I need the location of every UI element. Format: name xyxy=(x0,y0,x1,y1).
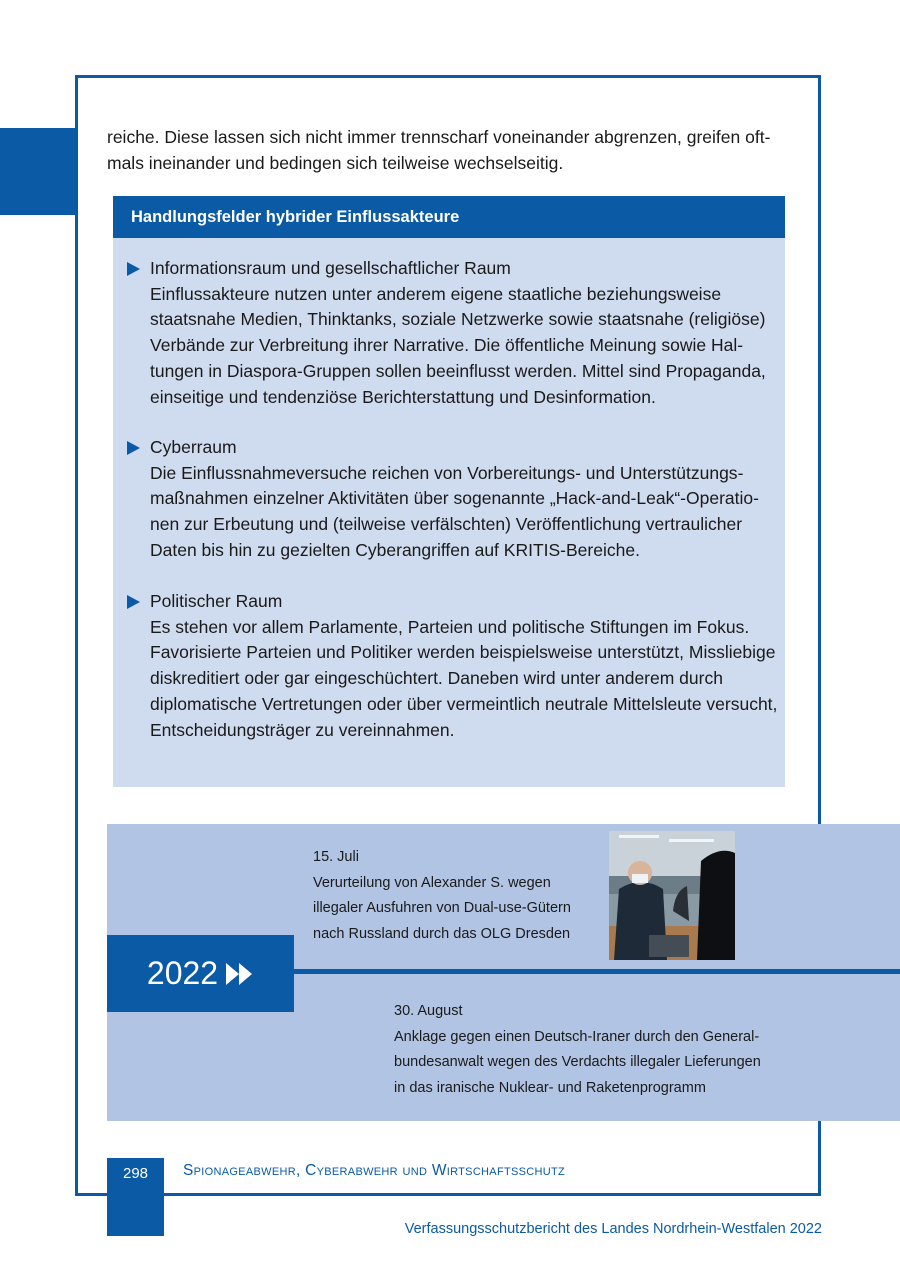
field-text: Die Einflussnahmeversuche reichen von Vorbereitungs- und Unterstützungsmaßnahmen einzelner Aktivitäten über sogenannte „Hack-and-Leak“-Operationen zur Erbeutung und (teilweise verfälschten) Veröffentlichung vertraulicher Daten bis hin zu gezielten Cyberangriffen auf KRITIS-Bereiche. xyxy=(150,462,759,560)
event-date: 15. Juli xyxy=(313,849,359,865)
chapter-side-tab xyxy=(0,128,77,215)
event-line: in das iranische Nuklear- und Raketenprogramm xyxy=(394,1080,706,1097)
event-line: nach Russland durch das OLG Dresden xyxy=(313,926,571,943)
triangle-bullet-icon xyxy=(127,441,140,455)
timeline-line xyxy=(294,969,900,974)
triangle-bullet-icon xyxy=(127,262,140,276)
page-number-text: 298 xyxy=(122,1165,149,1182)
field-political-space xyxy=(150,589,778,743)
event-line: Verurteilung von Alexander S. wegen xyxy=(313,874,551,891)
double-chevron-right-icon xyxy=(226,963,254,985)
page-number xyxy=(107,1158,164,1236)
timeline-year: 2022 xyxy=(146,955,219,991)
timeline-event xyxy=(313,845,571,948)
event-line: Anklage gegen einen Deutsch-Iraner durch den General- xyxy=(394,1028,760,1045)
field-text: Einflussakteure nutzen unter anderem eigene staatliche beziehungsweise staatsnahe Medien, Thinktanks, soziale Netzwerke sowie staatsnahe (religiöse) Verbände zur Verbreitung ihrer Narrative. Die öffentliche Meinung sowie Haltungen in Diaspora-Gruppen sollen beeinflusst werden. Mittel sind Propaganda, einseitige und tendenziöse Berichterstattung und Desinformation. xyxy=(150,283,766,407)
field-cyberspace xyxy=(150,435,778,564)
event-date: 30. August xyxy=(394,1003,463,1019)
event-line: bundesanwalt wegen des Verdachts illegaler Lieferungen xyxy=(394,1054,761,1071)
intro-paragraph: reiche. Diese lassen sich nicht immer trennscharf voneinander abgrenzen, greifen oftmals ineinander und bedingen sich teilweise wechselseitig. xyxy=(107,127,771,173)
footer-text: Verfassungsschutzbericht des Landes Nordrhein-Westfalen 2022 xyxy=(404,1221,822,1237)
timeline-event xyxy=(394,999,761,1102)
infobox-body xyxy=(113,238,785,787)
event-photo xyxy=(609,831,735,960)
year-label-box xyxy=(107,935,294,1012)
infobox-title: Handlungsfelder hybrider Einflussakteure xyxy=(113,196,785,238)
field-heading: Informationsraum und gesellschaftlicher Raum xyxy=(150,258,511,278)
event-line: illegaler Ausfuhren von Dual-use-Gütern xyxy=(313,900,571,917)
field-text: Es stehen vor allem Parlamente, Parteien und politische Stiftungen im Fokus. Favorisierte Parteien und Politiker werden beispielsweise unterstützt, Missliebige diskreditiert oder gar eingeschüchtert. Daneben wird unter anderem durch diplomatische Vertretungen oder über vermeintlich neutrale Mittelsleute versucht, Entscheidungsträger zu vereinnahmen. xyxy=(150,616,778,740)
running-title: Spionageabwehr, Cyberabwehr und Wirtschaftsschutz xyxy=(183,1162,566,1179)
field-information-space xyxy=(150,256,778,410)
field-heading: Cyberraum xyxy=(150,437,237,457)
triangle-bullet-icon xyxy=(127,595,140,609)
field-heading: Politischer Raum xyxy=(150,591,283,611)
